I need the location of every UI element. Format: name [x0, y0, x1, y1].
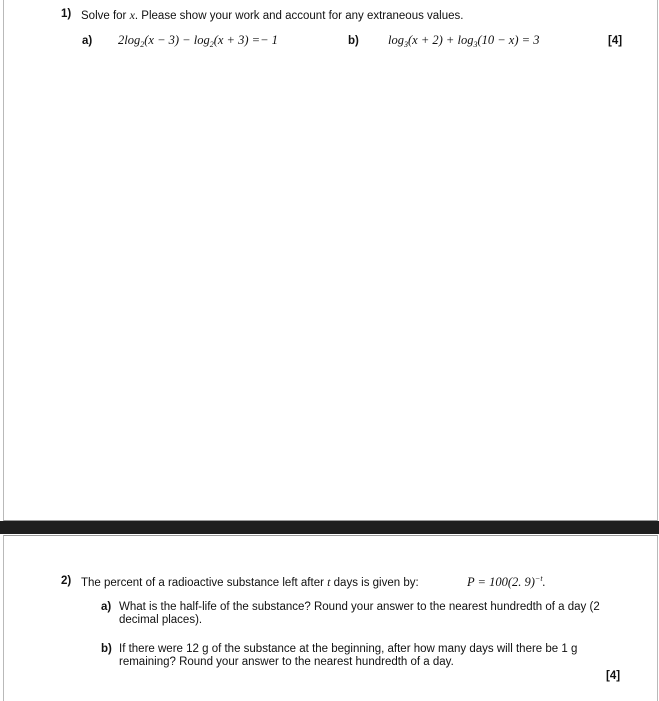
page-gap: [0, 521, 659, 534]
q1-part-a-label: a): [82, 35, 93, 47]
q2-intro: The percent of a radioactive substance left after t days is given by:: [81, 575, 419, 589]
q1-part-a-equation: $2\log_2(x - 3) - \log_2(x + 3) =- 1$: [118, 33, 278, 49]
q1-marks: [4]: [608, 35, 623, 47]
worksheet-page-1: [3, 0, 658, 521]
q2-marks: [4]: [606, 670, 621, 682]
q1-part-b-equation: $\log_3(x + 2) + \log_3(10 - x) = 3$: [388, 33, 540, 49]
q2-part-b-text: If there were 12 g of the substance at the beginning, after how many days will there be 1 g remaining? Round your answer to the nearest hundredth of a day.: [119, 643, 578, 668]
q1-part-b-label: b): [348, 35, 359, 47]
q2-part-a-label: a): [101, 601, 112, 613]
q2-part-a-text: What is the half-life of the substance? Round your answer to the nearest hundredth of a day (2 decimal places).: [119, 601, 600, 626]
q2-formula: P = 100(2. 9)$^{-t}$.: [467, 574, 546, 589]
q2-number: 2): [61, 575, 72, 587]
q2-part-b-label: b): [101, 643, 112, 655]
q1-number: 1): [61, 8, 72, 20]
q1-instruction: Solve for x. Please show your work and account for any extraneous values.: [81, 8, 464, 22]
